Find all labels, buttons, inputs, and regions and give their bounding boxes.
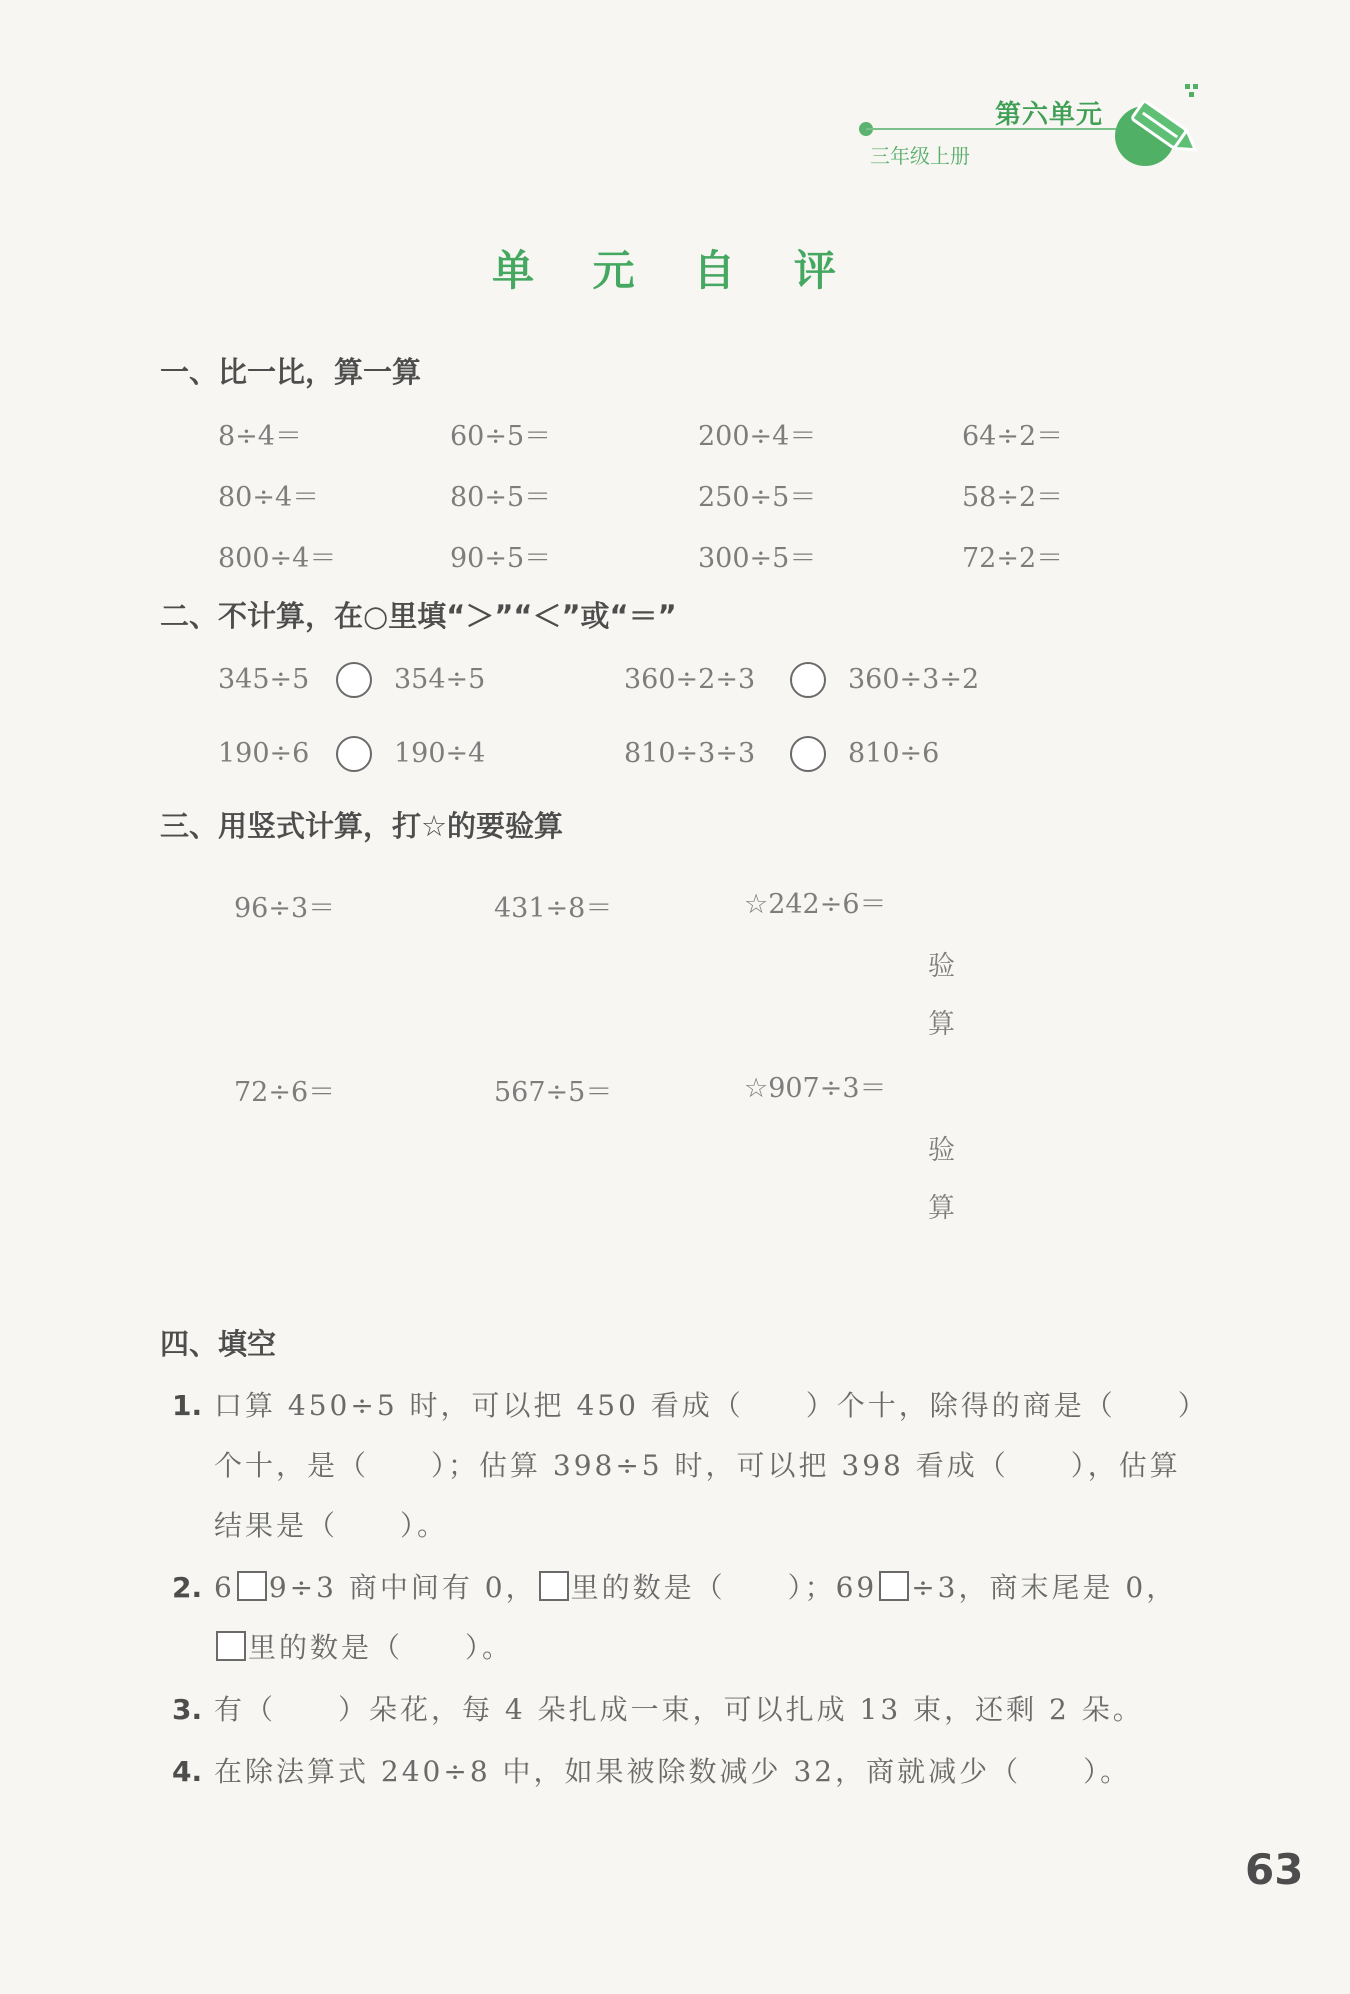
blank-box[interactable]	[237, 1571, 267, 1601]
compare-circle[interactable]	[790, 662, 826, 698]
check-label: 算	[928, 1009, 955, 1040]
section-1-heading: 一、比一比，算一算	[160, 355, 422, 389]
vertical-calc-expr: 96÷3＝	[234, 893, 336, 924]
s1-expr: 200÷4＝	[698, 421, 817, 452]
s1-expr: 8÷4＝	[218, 421, 302, 452]
compare-right: 810÷6	[848, 738, 940, 769]
compare-left: 810÷3÷3	[624, 738, 756, 769]
question-4	[172, 1750, 1131, 1790]
question-text: 里的数是（ ）。	[248, 1631, 514, 1664]
vertical-calc-expr-check: ☆907÷3＝	[744, 1073, 887, 1104]
compare-left: 190÷6	[218, 738, 310, 769]
question-3	[172, 1688, 1144, 1728]
grade-label: 三年级上册	[870, 144, 970, 168]
pencil-icon	[1105, 80, 1215, 170]
s1-expr: 80÷5＝	[450, 482, 552, 513]
compare-right: 354÷5	[394, 664, 486, 695]
question-text: 有（ ）朵花，每 4 朵扎成一束，可以扎成 13 束，还剩 2 朵。	[214, 1693, 1144, 1726]
blank-box[interactable]	[539, 1571, 569, 1601]
question-text: 9÷3 商中间有 0，	[268, 1571, 537, 1604]
check-label: 验	[928, 1135, 955, 1166]
question-2-line-2	[214, 1626, 513, 1666]
s1-expr: 64÷2＝	[962, 421, 1064, 452]
question-number: 3.	[172, 1693, 203, 1726]
unit-header	[850, 80, 1210, 190]
s1-expr: 58÷2＝	[962, 482, 1064, 513]
question-text: 口算 450÷5 时，可以把 450 看成（ ）个十，除得的商是（ ）	[214, 1389, 1209, 1422]
s1-expr: 80÷4＝	[218, 482, 320, 513]
compare-circle[interactable]	[336, 662, 372, 698]
compare-circle[interactable]	[336, 736, 372, 772]
vertical-calc-expr: 431÷8＝	[494, 893, 613, 924]
blank-box[interactable]	[216, 1631, 246, 1661]
s1-expr: 300÷5＝	[698, 543, 817, 574]
vertical-calc-expr: 72÷6＝	[234, 1077, 336, 1108]
question-2	[172, 1566, 1177, 1606]
vertical-calc-expr-check: ☆242÷6＝	[744, 889, 887, 920]
s1-expr: 60÷5＝	[450, 421, 552, 452]
question-1-line-3: 结果是（ ）。	[214, 1509, 449, 1542]
s1-expr: 90÷5＝	[450, 543, 552, 574]
question-text: 在除法算式 240÷8 中，如果被除数减少 32，商就减少（ ）。	[214, 1755, 1132, 1788]
unit-label: 第六单元	[995, 100, 1104, 130]
s1-expr: 72÷2＝	[962, 543, 1064, 574]
compare-left: 360÷2÷3	[624, 664, 756, 695]
section-2-heading: 二、不计算，在○里填“＞”“＜”或“＝”	[160, 599, 677, 633]
check-label: 算	[928, 1193, 955, 1224]
section-4-heading: 四、填空	[160, 1327, 277, 1361]
page-number: 63	[1245, 1845, 1304, 1894]
question-text: 里的数是（ ）；69	[570, 1571, 878, 1604]
compare-right: 190÷4	[394, 738, 486, 769]
s1-expr: 800÷4＝	[218, 543, 337, 574]
question-text: 6	[214, 1571, 235, 1604]
compare-circle[interactable]	[790, 736, 826, 772]
s1-expr: 250÷5＝	[698, 482, 817, 513]
question-number: 4.	[172, 1755, 203, 1788]
vertical-calc-expr: 567÷5＝	[494, 1077, 613, 1108]
check-label: 验	[928, 951, 955, 982]
section-3-heading: 三、用竖式计算，打☆的要验算	[160, 809, 563, 843]
page-title: 单 元 自 评	[492, 246, 858, 295]
blank-box[interactable]	[879, 1571, 909, 1601]
compare-right: 360÷3÷2	[848, 664, 980, 695]
compare-left: 345÷5	[218, 664, 310, 695]
question-1-line-2: 个十，是（ ）；估算 398÷5 时，可以把 398 看成（ ），估算	[214, 1449, 1181, 1482]
question-1	[172, 1384, 1209, 1424]
question-number: 1.	[172, 1389, 203, 1422]
question-text: ÷3，商末尾是 0，	[911, 1571, 1178, 1604]
question-number: 2.	[172, 1571, 203, 1604]
